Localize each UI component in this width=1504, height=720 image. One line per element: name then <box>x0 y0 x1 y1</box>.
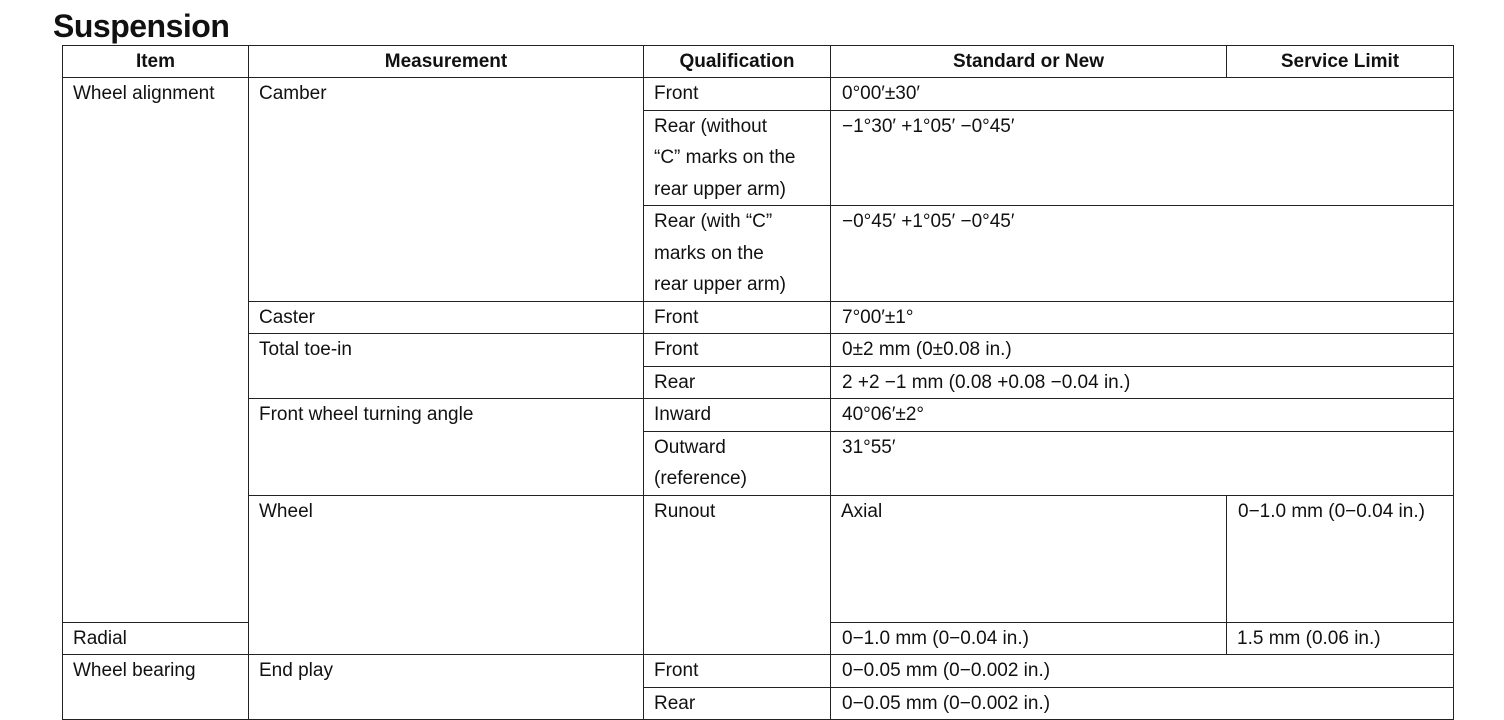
qualification-cell: Rear (with “C” marks on the rear upper arm) <box>644 206 831 302</box>
standard-cell: 0−1.0 mm (0−0.04 in.) <box>831 622 1227 655</box>
table-row <box>63 495 1454 622</box>
standard-cell: 2 +2 −1 mm (0.08 +0.08 −0.04 in.) <box>831 366 1454 399</box>
header-standard: Standard or New <box>831 46 1227 78</box>
qualification-cell: Rear <box>644 687 831 720</box>
qualification-cell: Outward (reference) <box>644 431 831 495</box>
measurement-cell: Camber <box>249 78 644 302</box>
measurement-cell: Total toe-in <box>249 334 644 399</box>
page-title: Suspension <box>53 8 230 44</box>
qualification-cell: Front <box>644 334 831 367</box>
standard-cell: 40°06′±2° <box>831 399 1454 432</box>
table-row <box>63 655 1454 688</box>
table-row <box>63 399 1454 432</box>
standard-cell: −1°30′ +1°05′ −0°45′ <box>831 110 1454 206</box>
table-row <box>63 334 1454 367</box>
item-cell: Wheel <box>249 495 644 655</box>
header-item: Item <box>63 46 249 78</box>
standard-cell: −0°45′ +1°05′ −0°45′ <box>831 206 1454 302</box>
measurement-cell: End play <box>249 655 644 720</box>
suspension-spec-table <box>62 45 1454 720</box>
header-row <box>63 46 1454 78</box>
standard-cell: 0°00′±30′ <box>831 78 1454 111</box>
qualification-cell: Front <box>644 655 831 688</box>
qualification-cell: Front <box>644 301 831 334</box>
qualification-cell: Inward <box>644 399 831 432</box>
qualification-cell: Radial <box>63 622 249 655</box>
standard-cell: 0±2 mm (0±0.08 in.) <box>831 334 1454 367</box>
qualification-cell: Front <box>644 78 831 111</box>
qualification-cell: Axial <box>831 495 1227 622</box>
item-cell: Wheel bearing <box>63 655 249 720</box>
table-row <box>63 78 1454 111</box>
measurement-cell: Runout <box>644 495 831 655</box>
header-service-limit: Service Limit <box>1227 46 1454 78</box>
item-cell: Wheel alignment <box>63 78 249 623</box>
standard-cell: 0−0.05 mm (0−0.002 in.) <box>831 655 1454 688</box>
standard-cell: 0−1.0 mm (0−0.04 in.) <box>1227 495 1454 622</box>
standard-cell: 0−0.05 mm (0−0.002 in.) <box>831 687 1454 720</box>
service-limit-cell: 1.5 mm (0.06 in.) <box>1227 622 1454 655</box>
table-row <box>63 301 1454 334</box>
measurement-cell: Caster <box>249 301 644 334</box>
standard-cell: 31°55′ <box>831 431 1454 495</box>
header-qualification: Qualification <box>644 46 831 78</box>
header-measurement: Measurement <box>249 46 644 78</box>
qualification-cell: Rear <box>644 366 831 399</box>
measurement-cell: Front wheel turning angle <box>249 399 644 496</box>
qualification-cell: Rear (without “C” marks on the rear upper arm) <box>644 110 831 206</box>
standard-cell: 7°00′±1° <box>831 301 1454 334</box>
